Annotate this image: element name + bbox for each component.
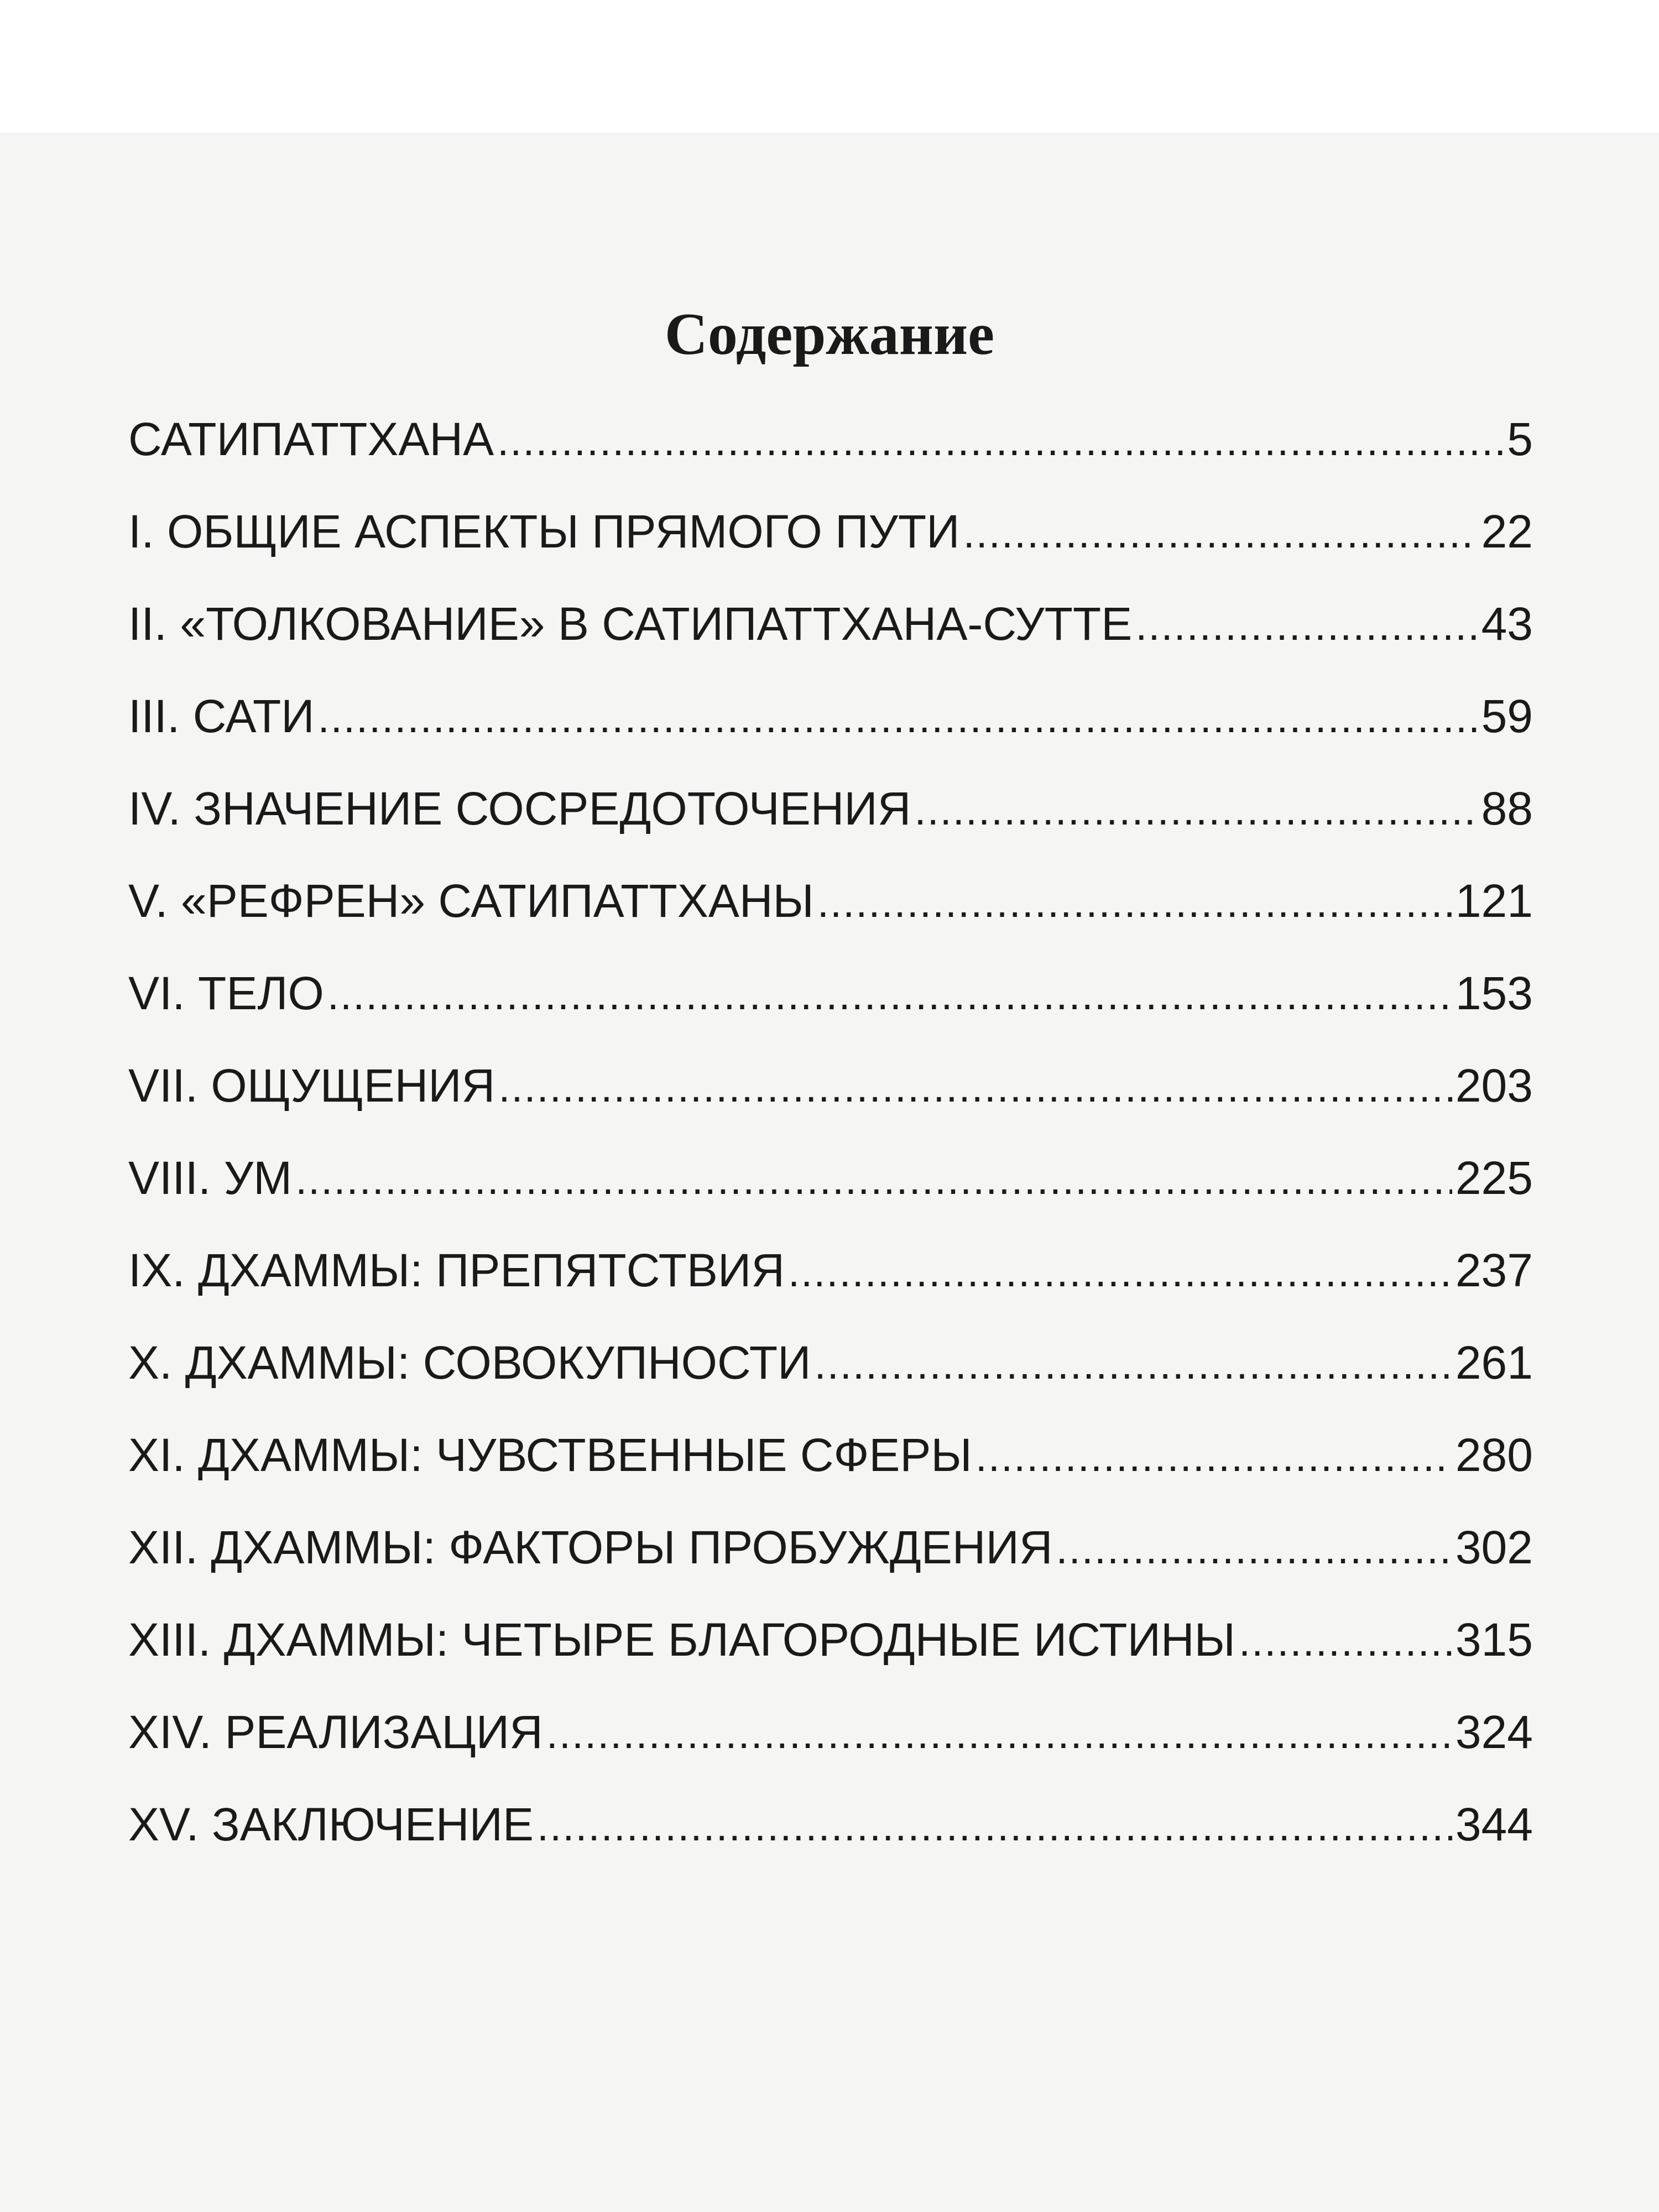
toc-page-number: 43 (1481, 598, 1533, 650)
toc-entry (128, 873, 1533, 966)
toc-entry (128, 1150, 1533, 1243)
toc-page-number: 344 (1455, 1798, 1533, 1850)
dot-leader (815, 1337, 1452, 1392)
toc-entry-title: XV. ЗАКЛЮЧЕНИЕ (128, 1798, 534, 1850)
toc-entry-title: VI. ТЕЛО (128, 967, 324, 1019)
dot-leader (537, 1799, 1452, 1854)
toc-entry (128, 1612, 1533, 1704)
dot-leader (546, 1707, 1452, 1762)
toc-page-number: 5 (1507, 413, 1533, 465)
toc-entry (128, 1520, 1533, 1612)
toc-entry-title: VII. ОЩУЩЕНИЯ (128, 1060, 495, 1112)
dot-leader (1239, 1614, 1452, 1670)
toc-page-number: 324 (1455, 1706, 1533, 1758)
toc-page-number: 88 (1481, 782, 1533, 834)
toc-entry (128, 596, 1533, 688)
dot-leader (1135, 598, 1478, 654)
toc-entry (128, 1427, 1533, 1520)
toc-entry (128, 1058, 1533, 1150)
toc-entry (128, 688, 1533, 781)
toc-page-number: 203 (1455, 1060, 1533, 1112)
toc-entry-title: V. «РЕФРЕН» САТИПАТТХАНЫ (128, 875, 814, 927)
toc-page-number: 22 (1481, 505, 1533, 557)
toc-entry-title: X. ДХАММЫ: СОВОКУПНОСТИ (128, 1337, 811, 1389)
page-margin (0, 0, 1659, 133)
toc-page-number: 59 (1481, 690, 1533, 742)
toc-page-number: 280 (1455, 1429, 1533, 1481)
toc-page-number: 225 (1455, 1152, 1533, 1204)
dot-leader (497, 414, 1504, 469)
toc-page-number: 315 (1455, 1614, 1533, 1666)
toc-entry (128, 411, 1533, 504)
dot-leader (295, 1152, 1452, 1208)
toc-entry-title: XIV. РЕАЛИЗАЦИЯ (128, 1706, 543, 1758)
toc-entry-title: II. «ТОЛКОВАНИЕ» В САТИПАТТХАНА-СУТТЕ (128, 598, 1133, 650)
toc-entry-title: I. ОБЩИЕ АСПЕКТЫ ПРЯМОГО ПУТИ (128, 505, 960, 557)
dot-leader (963, 506, 1478, 561)
toc-entry (128, 1243, 1533, 1335)
dot-leader (327, 968, 1452, 1023)
dot-leader (1056, 1522, 1452, 1577)
toc-entry-title: III. САТИ (128, 690, 315, 742)
toc-entry (128, 966, 1533, 1058)
toc-page-number: 261 (1455, 1337, 1533, 1389)
toc-entry-title: XIII. ДХАММЫ: ЧЕТЫРЕ БЛАГОРОДНЫЕ ИСТИНЫ (128, 1614, 1236, 1666)
toc-entry (128, 781, 1533, 873)
toc-entry-title: САТИПАТТХАНА (128, 413, 494, 465)
toc-page-number: 121 (1455, 875, 1533, 927)
dot-leader (975, 1430, 1452, 1485)
toc-page-number: 302 (1455, 1521, 1533, 1573)
dot-leader (498, 1060, 1452, 1115)
toc-page-number: 153 (1455, 967, 1533, 1019)
toc-entry-title: XII. ДХАММЫ: ФАКТОРЫ ПРОБУЖДЕНИЯ (128, 1521, 1053, 1573)
toc-entry-title: IX. ДХАММЫ: ПРЕПЯТСТВИЯ (128, 1244, 785, 1296)
toc-entry (128, 504, 1533, 596)
toc-page-number: 237 (1455, 1244, 1533, 1296)
toc-entry (128, 1797, 1533, 1889)
dot-leader (318, 691, 1478, 746)
toc-entry-title: VIII. УМ (128, 1152, 293, 1204)
toc-entry (128, 1704, 1533, 1797)
toc-entry-title: IV. ЗНАЧЕНИЕ СОСРЕДОТОЧЕНИЯ (128, 782, 911, 834)
dot-leader (817, 875, 1452, 931)
dot-leader (788, 1245, 1452, 1300)
table-of-contents (128, 411, 1533, 1889)
dot-leader (914, 783, 1478, 838)
toc-entry (128, 1335, 1533, 1427)
page-title: Содержание (664, 301, 995, 368)
toc-entry-title: XI. ДХАММЫ: ЧУВСТВЕННЫЕ СФЕРЫ (128, 1429, 972, 1481)
